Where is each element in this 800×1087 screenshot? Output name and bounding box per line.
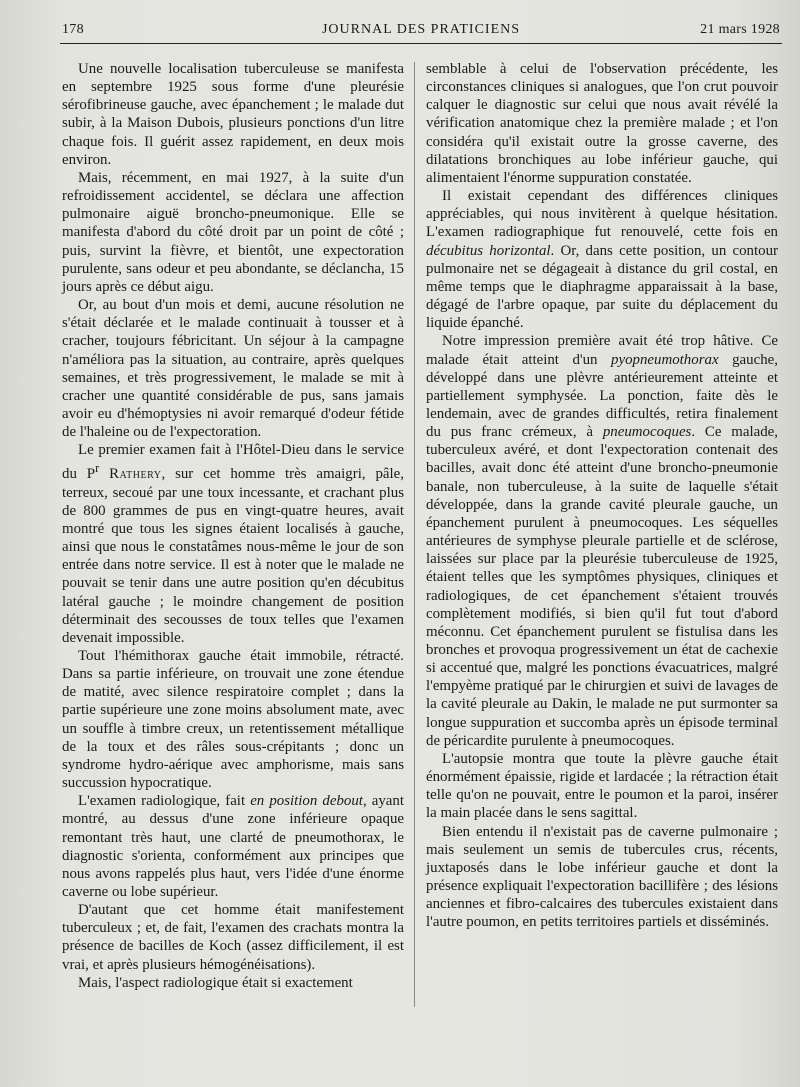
paragraph-radiological-aspect: Mais, l'aspect radiologique était si exactement: [78, 974, 353, 991]
radiology-text: L'examen radiologique, fait: [78, 793, 251, 810]
radiology-text-cont: , ayant montré, au dessus d'une zone inférieure opaque remontant très haut, une clarté de pneumothorax, le diagnostic s'orienta, conformément aux principes que nous avons rappelés plus haut, vers l'idée d'une énorme caverne ou lobe supérieur.: [62, 793, 404, 900]
paragraph-continuation: semblable à celui de l'observation précédente, les circonstances cliniques si analogues, que l'on crut pouvoir calquer le diagnostic sur celui que nous avait révélé la vérification anatomique chez la première malade ; et l'on considéra qu'il existait outre la grosse caverne, des dilatations bronchiques au lobe inférieur gauche, qui alimentaient l'énorme suppuration constatée.: [426, 61, 778, 186]
differences-text: Il existait cependant des différences cliniques appréciables, qui nous invitèrent à quelque hésitation. L'examen radiographique fut renouvelé, cette fois en: [426, 188, 778, 241]
paragraph-persistent-cough: Or, au bout d'un mois et demi, aucune résolution ne s'était déclarée et le malade continuait à tousser et à cracher, toujours fébricitant. Un séjour à la campagne n'améliora pas la situation, au contraire, après quelques semaines, et très progressivement, le malade se mit à cracher une quantité considérable de pus, sans jamais avoir eu d'hémoptysies ni avoir remarqué d'odeur fétide de l'haleine ou de l'expectoration.: [62, 297, 404, 441]
paragraph-clinical-differences: [426, 187, 778, 332]
journal-title: JOURNAL DES PRATICIENS: [321, 22, 521, 37]
pyopneumothorax-term: pyopneumothorax: [611, 351, 719, 368]
paragraph-no-cavern: Bien entendu il n'existait pas de caverne pulmonaire ; mais seulement un semis de tubercules crus, récents, juxtaposés dans le lobe inférieur gauche et dont la présence expliquait l'expectoration bacillifère ; des lésions anciennes et fibro-calcaires des tubercules existaient dans l'autre poumon, en petits territoires partiels et disséminés.: [426, 823, 778, 931]
impression-text: Notre impression première avait été trop hâtive. Ce malade était atteint d'un: [426, 333, 778, 368]
paragraph-pyopneumothorax: [426, 332, 778, 750]
paragraph-radiology: [62, 792, 404, 901]
first-exam-text-cont: , sur cet homme très amaigri, pâle, terreux, secoué par une toux incessante, et crachant plus de 800 grammes de pus en vingt-quatre heures, avait montré que tous les signes étaient localisés à gauche, ainsi que nous le constatâmes nous-même le jour de son entrée dans notre service. Il est à noter que le malade ne pouvait se tenir dans une autre position qu'en décubitus latéral gauche ; le moindre changement de position déterminait des secousses de toux telles que l'examen devenait impossible.: [62, 466, 404, 646]
radiology-position: en position debout: [250, 793, 363, 810]
column-divider: [414, 62, 415, 1007]
paragraph-koch-bacilli: D'autant que cet homme était manifestement tuberculeux ; et, de fait, l'examen des crachats montra la présence de bacilles de Koch (assez difficilement, il est vrai, et après plusieurs hémogénéisations).: [62, 902, 404, 973]
paragraph-may-1927: Mais, récemment, en mai 1927, à la suite d'un refroidissement accidentel, se déclara une affection pulmonaire aiguë broncho-pneumonique. Elle se manifesta d'abord du côté droit par un point de côté ; puis, survint la fièvre, et bientôt, une expectoration purulente, sans odeur et peu abondante, se déclancha, 15 jours après ce début aigu.: [62, 169, 404, 295]
page-header: [62, 22, 780, 42]
professor-abbrev-sup: r: [95, 461, 100, 476]
pneumocoques-term: pneumocoques: [602, 424, 692, 441]
impression-text-end: . Ce malade, tuberculeux avéré, et dont l'expectoration contenait des bacilles, avait donc été atteint d'une broncho-pneumonie banale, non tuberculeuse, à la suite de laquelle s'était développée, dans la grande cavité pleurale gauche, un épanchement purulent à pneumocoques. Les séquelles antérieures de symphyse pleurale partielle et de sclérose, laissées sur place par la pleurésie tuberculeuse de 1925, étaient telles que les symptômes physiques, cliniques et radiologiques, de cet épanchement s'étaient trouvés complètement modifiés, si bien qu'il fut tout d'abord méconnu. Cet épanchement purulent se fistulisa dans les bronches et provoqua progressivement un état de cachexie si accentué que, malgré les ponctions évacuatrices, malgré l'empyème pratiqué par le chirurgien et suivi de lavages de la cavité pleurale au Dakin, le malade ne put surmonter sa longue suppuration et succomba après un épisode terminal de péricardite purulente à pneumocoques.: [426, 424, 778, 749]
header-rule: [60, 43, 782, 44]
right-column: [426, 60, 778, 932]
paragraph-autopsy: L'autopsie montra que toute la plèvre gauche était énormément épaissie, rigide et lardacée ; la rétraction était telle qu'on ne pouvait, entre le poumon et la paroi, insérer la main placée dans le sens sagittal.: [426, 750, 778, 822]
paragraph-pleurisy-1925: Une nouvelle localisation tuberculeuse se manifesta en septembre 1925 sous forme d'une pleurésie sérofibrineuse gauche, avec épanchement ; le malade dut subir, à la Maison Dubois, plusieurs ponctions d'un litre chaque fois. Il guérit assez rapidement, en deux mois environ.: [62, 61, 404, 168]
first-exam-text: Le premier examen fait à l'Hôtel-Dieu dans le service du P: [62, 442, 404, 483]
issue-date: 21 mars 1928: [700, 22, 780, 37]
differences-text-cont: . Or, dans cette position, un contour pulmonaire net se dégageait à distance du gril costal, en même temps que le diaphragme apparaissait à la base, dégagé de l'arbre opaque, par suite du déplacement du liquide épanché.: [426, 242, 778, 332]
left-column: [62, 60, 404, 992]
professor-name: Rathery: [109, 466, 162, 483]
paragraph-first-exam: [62, 441, 404, 647]
page-number: 178: [62, 22, 84, 37]
impression-text-cont: gauche, développé dans une plèvre antérieurement atteinte et partiellement symphysée. La ponction, faite dès le lendemain, avec de grandes difficultés, retira finalement du pus franc crémeux, à: [426, 351, 778, 441]
paragraph-hemithorax: Tout l'hémithorax gauche était immobile, rétracté. Dans sa partie inférieure, on trouvait une zone étendue de matité, avec silence respiratoire complet ; dans la partie supérieure une zone moins absolument mate, avec un souffle à timbre creux, un retentissement métallique de la toux et des râles sous-crépitants ; donc un syndrome hydro-aérique avec amphorisme, mais sans succussion hypocratique.: [62, 647, 404, 792]
decubitus-term: décubitus horizontal: [426, 242, 551, 259]
